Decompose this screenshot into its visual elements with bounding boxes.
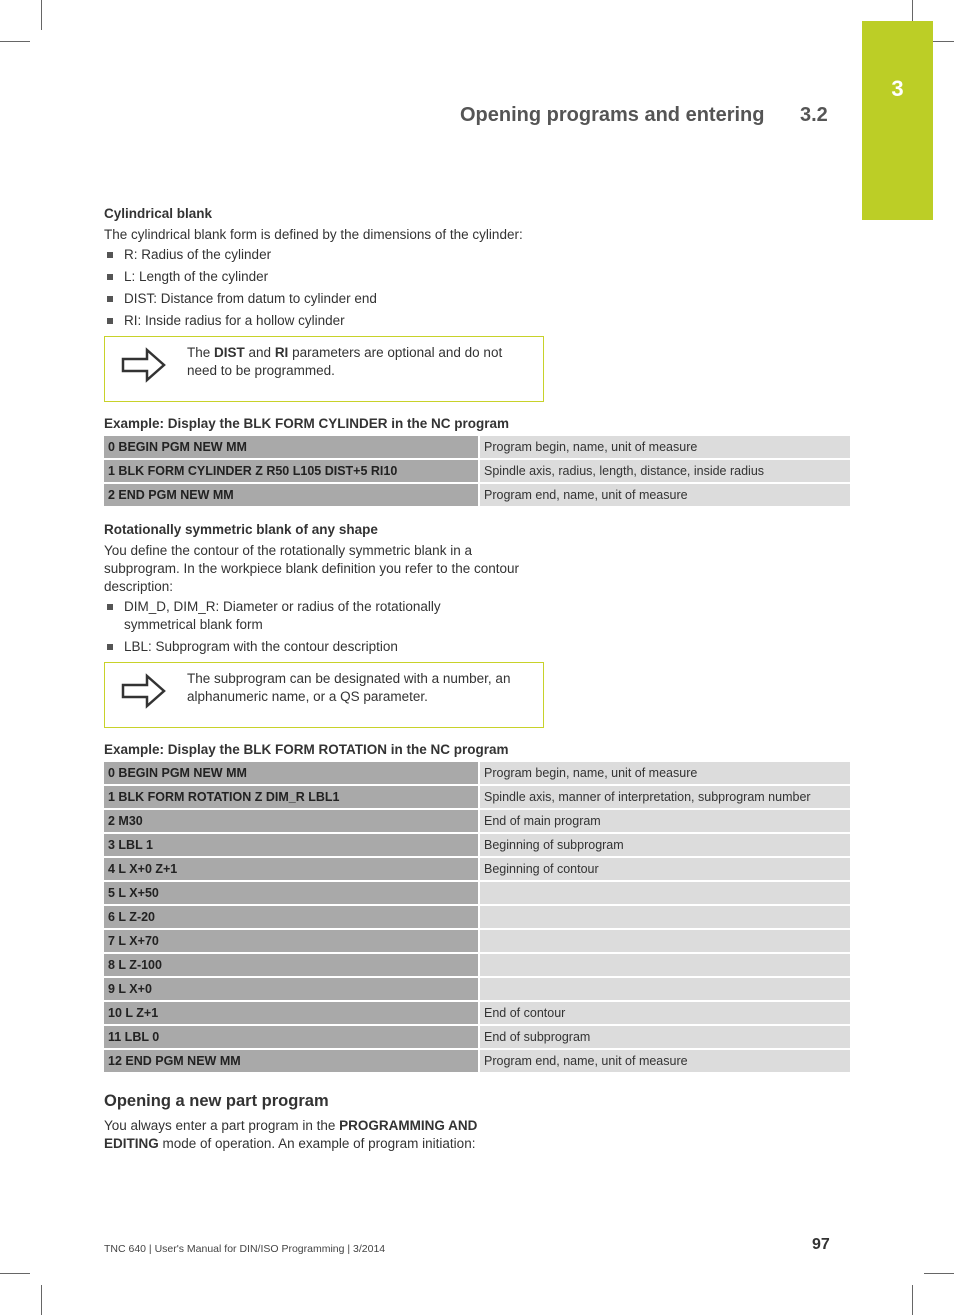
table-row — [104, 978, 850, 1000]
nc-description: End of subprogram — [478, 1026, 850, 1048]
list-item: R: Radius of the cylinder — [104, 246, 524, 264]
crop-mark — [41, 0, 42, 30]
nc-code: 1 BLK FORM ROTATION Z DIM_R LBL1 — [104, 786, 478, 808]
nc-description — [478, 882, 850, 904]
note-text-part: parameters are optional and do not need to be programmed. — [187, 345, 503, 378]
nc-code: 6 L Z-20 — [104, 906, 478, 928]
crop-mark — [41, 1285, 42, 1315]
table-row — [104, 436, 850, 458]
table-row — [104, 1050, 850, 1072]
footer-text: TNC 640 | User's Manual for DIN/ISO Programming | 3/2014 — [104, 1243, 386, 1255]
note-box — [104, 336, 544, 402]
arrow-right-icon — [121, 673, 167, 709]
nc-description — [478, 978, 850, 1000]
new-program-heading: Opening a new part program — [104, 1092, 329, 1110]
nc-code: 9 L X+0 — [104, 978, 478, 1000]
nc-description — [478, 906, 850, 928]
table-row — [104, 834, 850, 856]
nc-description: End of main program — [478, 810, 850, 832]
nc-code: 0 BEGIN PGM NEW MM — [104, 762, 478, 784]
nc-description — [478, 930, 850, 952]
cylindrical-heading: Cylindrical blank — [104, 206, 213, 221]
table-row — [104, 484, 850, 506]
nc-description: Program end, name, unit of measure — [478, 484, 850, 506]
arrow-right-icon — [121, 347, 167, 383]
rotational-heading: Rotationally symmetric blank of any shape — [104, 522, 378, 537]
rotational-intro: You define the contour of the rotationally symmetric blank in a subprogram. In the workpiece blank definition you refer to the contour description: — [104, 543, 519, 594]
crop-mark — [0, 1273, 30, 1274]
table-row — [104, 810, 850, 832]
note-text-part: and — [244, 345, 275, 360]
nc-code: 5 L X+50 — [104, 882, 478, 904]
nc-code: 12 END PGM NEW MM — [104, 1050, 478, 1072]
note-keyword: DIST — [214, 345, 245, 360]
chapter-number: 3 — [891, 76, 904, 101]
note-text: The subprogram can be designated with a number, an alphanumeric name, or a QS parameter. — [187, 671, 511, 704]
nc-code: 4 L X+0 Z+1 — [104, 858, 478, 880]
list-item: DIST: Distance from datum to cylinder end — [104, 290, 524, 308]
new-program-text-part: mode of operation. An example of program initiation: — [158, 1136, 476, 1151]
new-program-text-part: You always enter a part program in the — [104, 1118, 340, 1133]
nc-description: Spindle axis, manner of interpretation, subprogram number — [478, 786, 850, 808]
page-content — [104, 204, 850, 1153]
page-number: 97 — [812, 1236, 830, 1253]
nc-description: Beginning of contour — [478, 858, 850, 880]
nc-description — [478, 954, 850, 976]
table-row — [104, 858, 850, 880]
note-text-part: The — [187, 345, 215, 360]
note-keyword: RI — [274, 345, 289, 360]
table-row — [104, 762, 850, 784]
nc-description: Beginning of subprogram — [478, 834, 850, 856]
nc-code: 10 L Z+1 — [104, 1002, 478, 1024]
table-row — [104, 1026, 850, 1048]
list-item: L: Length of the cylinder — [104, 268, 524, 286]
nc-code: 2 M30 — [104, 810, 478, 832]
nc-description: Spindle axis, radius, length, distance, inside radius — [478, 460, 850, 482]
example-title: Example: Display the BLK FORM ROTATION in the NC program — [104, 742, 509, 757]
nc-code: 0 BEGIN PGM NEW MM — [104, 436, 478, 458]
nc-code: 8 L Z-100 — [104, 954, 478, 976]
rotational-bullet-list — [104, 598, 850, 656]
nc-program-table — [104, 434, 850, 508]
nc-description: End of contour — [478, 1002, 850, 1024]
list-item: DIM_D, DIM_R: Diameter or radius of the rotationally symmetrical blank form — [104, 598, 484, 634]
new-program-text — [104, 1117, 514, 1153]
nc-code: 11 LBL 0 — [104, 1026, 478, 1048]
note-box — [104, 662, 544, 728]
cylindrical-intro: The cylindrical blank form is defined by the dimensions of the cylinder: — [104, 227, 523, 242]
note-text — [187, 344, 535, 379]
list-item: LBL: Subprogram with the contour description — [104, 638, 524, 656]
chapter-tab — [862, 21, 933, 220]
nc-description: Program begin, name, unit of measure — [478, 762, 850, 784]
table-row — [104, 786, 850, 808]
nc-code: 7 L X+70 — [104, 930, 478, 952]
crop-mark — [0, 41, 30, 42]
table-row — [104, 906, 850, 928]
section-title: Opening programs and entering — [460, 104, 765, 126]
nc-description: Program end, name, unit of measure — [478, 1050, 850, 1072]
table-row — [104, 460, 850, 482]
nc-description: Program begin, name, unit of measure — [478, 436, 850, 458]
crop-mark — [924, 1273, 954, 1274]
table-row — [104, 1002, 850, 1024]
example-title: Example: Display the BLK FORM CYLINDER in the NC program — [104, 416, 510, 431]
nc-code: 1 BLK FORM CYLINDER Z R50 L105 DIST+5 RI10 — [104, 460, 478, 482]
table-row — [104, 930, 850, 952]
nc-code: 3 LBL 1 — [104, 834, 478, 856]
nc-program-table — [104, 760, 850, 1074]
list-item: RI: Inside radius for a hollow cylinder — [104, 312, 524, 330]
nc-code: 2 END PGM NEW MM — [104, 484, 478, 506]
section-number: 3.2 — [800, 104, 828, 126]
cylindrical-bullet-list — [104, 246, 850, 330]
table-row — [104, 882, 850, 904]
mode-name: PROGRAMMING AND EDITING — [104, 1118, 478, 1151]
crop-mark — [912, 1285, 913, 1315]
table-row — [104, 954, 850, 976]
